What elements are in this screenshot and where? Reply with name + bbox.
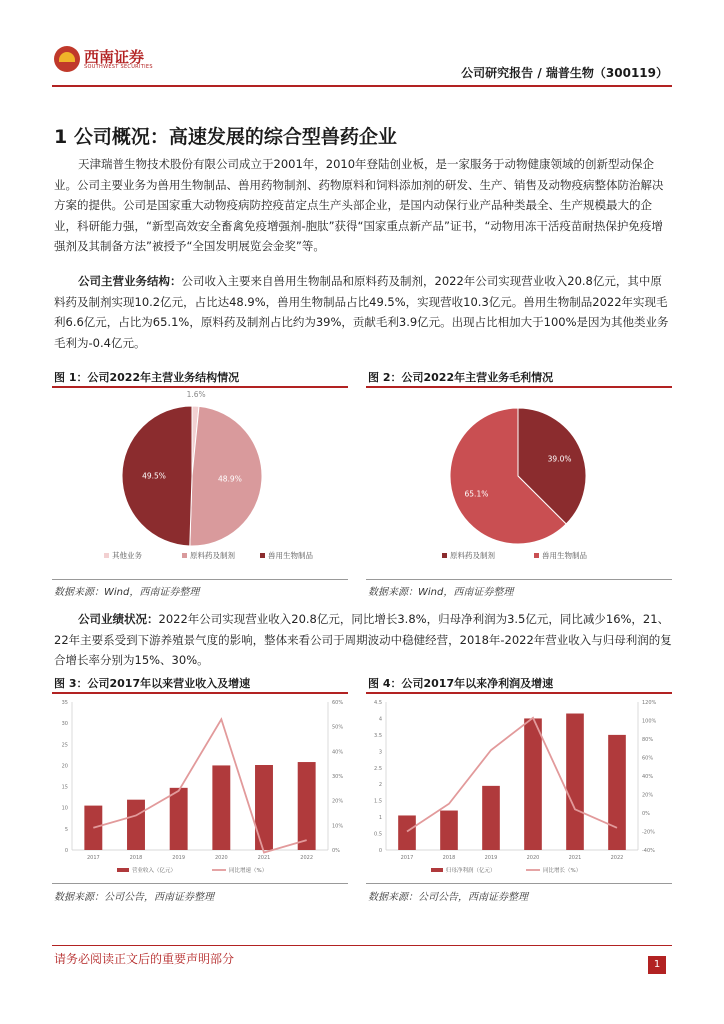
report-type: 公司研究报告 / 瑞普生物（300119） (461, 66, 668, 80)
bar (440, 811, 458, 850)
legend-label: 归母净利润（亿元） (446, 868, 496, 874)
y-tick-label-right: 80% (642, 737, 654, 743)
slice-label: 48.9% (218, 474, 242, 484)
y-tick-label-left: 10 (61, 805, 68, 812)
slice-label: 39.0% (547, 454, 572, 464)
legend-swatch-bar (117, 868, 129, 872)
legend-swatch-bar (431, 868, 443, 872)
bar (170, 788, 188, 850)
bar (255, 765, 273, 850)
figure-bottom-rule (52, 883, 348, 884)
y-tick-label-left: 35 (61, 700, 68, 706)
x-tick-label: 2018 (442, 855, 456, 861)
figure-title: 图 4：公司2017年以来净利润及增速 (368, 677, 554, 690)
figure-source: 数据来源：Wind，西南证券整理 (368, 587, 514, 598)
figure-divider (366, 386, 672, 388)
bar (482, 786, 500, 850)
bar (212, 765, 230, 850)
bar (524, 718, 542, 850)
y-tick-label-left: 0 (378, 848, 382, 854)
paragraph-business-structure (54, 271, 672, 353)
legend-label: 其他业务 (112, 551, 142, 560)
y-tick-label-left: 1.5 (374, 798, 382, 805)
paragraph-overview: 天津瑞普生物技术股份有限公司成立于2001年，2010年登陆创业板，是一家服务于动物健康领域的创新型动保企业。公司主要业务为兽用生物制品、兽用药物制剂、药物原料和饲料添加剂的研发、生产、销售及动物疫病整体防治解决方案的提供。公司是国家重大动物疫病防控疫苗定点生产头部企业，是国内动保行业产品种类最全、生产规模最大的企业，科研能力强，“新型高效安全畜禽免疫增强剂-胞肽”获得“国家重点新产品”证书，“动物用冻干活疫苗耐热保护免疫增强剂及其制备方法”被授予“全国发明展览会金奖”等。 (54, 157, 664, 253)
legend-swatch (104, 553, 109, 558)
y-tick-label-left: 15 (61, 784, 68, 791)
x-tick-label: 2022 (300, 855, 314, 861)
slice-label: 49.5% (142, 471, 166, 481)
y-tick-label-right: 60% (642, 755, 654, 762)
figure-divider (366, 692, 672, 694)
paragraph-text: 公司收入主要来自兽用生物制品和原料药及制剂，2022年公司实现营业收入20.8亿元，其中原料药及制剂实现10.2亿元，占比达48.9%，兽用生物制品占比49.5%，实现营收10.3亿元。兽用生物制品2022年实现毛利6.6亿元，占比为65.1%，原料药及制剂占比约为39%，贡献毛利3.9亿元。出现占比相加大于100%是因为其他类业务毛利为-0.4亿元。 (54, 274, 669, 350)
x-tick-label: 2017 (86, 855, 100, 861)
y-tick-label-left: 3 (378, 749, 382, 756)
paragraph-text: 2022年公司实现营业收入20.8亿元，同比增长3.8%，归母净利润为3.5亿元，同比减少16%，21、22年主要系受到下游养殖景气度的影响，整体来看公司于周期波动中稳健经营，2018年-2022年营业收入与归母利润的复合增长率分别为15%、30%。 (54, 612, 672, 667)
x-tick-label: 2021 (568, 855, 582, 861)
y-tick-label-right: 0% (332, 848, 340, 854)
bar (398, 815, 416, 850)
bar (608, 735, 626, 850)
growth-line (93, 719, 306, 852)
logo-name: 西南证券 (84, 48, 145, 66)
legend-swatch (260, 553, 265, 558)
x-tick-label: 2020 (214, 855, 228, 861)
figure-divider (52, 386, 348, 388)
y-tick-label-right: 40% (332, 749, 344, 756)
y-tick-label-left: 4.5 (374, 700, 382, 706)
figure-bottom-rule (366, 579, 672, 580)
footer-divider (52, 945, 672, 946)
y-tick-label-right: 120% (642, 700, 657, 706)
figure-bottom-rule (52, 579, 348, 580)
y-tick-label-right: 20% (332, 798, 344, 805)
y-tick-label-right: 10% (332, 823, 344, 830)
legend-label: 同比增速（%） (229, 868, 268, 874)
legend-label: 兽用生物制品 (268, 551, 313, 560)
legend-label: 同比增长（%） (543, 868, 582, 874)
y-tick-label-left: 4 (378, 716, 382, 723)
bar-line-chart-net-profit (366, 696, 672, 880)
legend-swatch (534, 553, 539, 558)
legend-label: 兽用生物制品 (542, 551, 587, 560)
paragraph-performance (54, 609, 672, 671)
growth-line (407, 718, 617, 832)
slice-label: 65.1% (464, 489, 489, 499)
paragraph-label: 公司主营业务结构： (78, 274, 182, 288)
x-tick-label: 2020 (526, 855, 540, 861)
legend-swatch (442, 553, 447, 558)
y-tick-label-left: 1 (378, 815, 382, 822)
y-tick-label-left: 25 (61, 742, 68, 749)
legend-label: 营业收入（亿元） (132, 868, 177, 874)
y-tick-label-left: 5 (64, 826, 68, 833)
logo-sun-icon (59, 52, 75, 62)
figure-source: 数据来源：公司公告，西南证券整理 (368, 892, 528, 903)
header-divider (52, 85, 672, 87)
x-tick-label: 2022 (610, 855, 624, 861)
x-tick-label: 2019 (484, 855, 498, 861)
figure-title: 图 1：公司2022年主营业务结构情况 (54, 371, 240, 384)
y-tick-label-right: 0% (642, 811, 650, 817)
y-tick-label-right: -20% (642, 829, 655, 836)
y-tick-label-right: 100% (642, 718, 657, 725)
x-tick-label: 2017 (400, 855, 414, 861)
y-tick-label-right: 50% (332, 724, 344, 731)
y-tick-label-left: 30 (61, 721, 68, 728)
y-tick-label-right: 20% (642, 792, 654, 799)
y-tick-label-left: 3.5 (374, 732, 382, 739)
y-tick-label-left: 0 (64, 848, 68, 854)
legend-label: 原料药及制剂 (190, 551, 235, 560)
figure-bottom-rule (366, 883, 672, 884)
y-tick-label-right: -40% (642, 848, 655, 854)
x-tick-label: 2019 (172, 855, 186, 861)
legend-swatch (182, 553, 187, 558)
page-number: 1 (648, 956, 666, 974)
bar (566, 714, 584, 850)
bar (127, 800, 145, 850)
footer-disclaimer: 请务必阅读正文后的重要声明部分 (54, 952, 235, 966)
legend-label: 原料药及制剂 (450, 551, 495, 560)
y-tick-label-right: 40% (642, 774, 654, 780)
y-tick-label-left: 20 (61, 763, 68, 770)
y-tick-label-left: 2 (378, 782, 382, 789)
y-tick-label-left: 2.5 (374, 765, 382, 772)
pie-chart-revenue-structure (52, 390, 348, 576)
figure-divider (52, 692, 348, 694)
figure-source: 数据来源：Wind，西南证券整理 (54, 587, 200, 598)
figure-title: 图 3：公司2017年以来营业收入及增速 (54, 677, 251, 690)
bar (298, 762, 316, 850)
y-tick-label-right: 60% (332, 700, 344, 706)
paragraph-label: 公司业绩状况： (78, 612, 159, 626)
y-tick-label-right: 30% (332, 774, 344, 780)
section-title: 1 公司概况：高速发展的综合型兽药企业 (54, 126, 397, 148)
figure-title: 图 2：公司2022年主营业务毛利情况 (368, 371, 554, 384)
pie-chart-gross-profit (366, 390, 672, 576)
slice-label: 1.6% (186, 390, 206, 400)
x-tick-label: 2021 (257, 855, 271, 861)
x-tick-label: 2018 (129, 855, 143, 861)
bar-line-chart-revenue (52, 696, 352, 880)
logo-subtitle: SOUTHWEST SECURITIES (84, 64, 153, 70)
y-tick-label-left: 0.5 (374, 831, 382, 838)
figure-source: 数据来源：公司公告，西南证券整理 (54, 892, 214, 903)
